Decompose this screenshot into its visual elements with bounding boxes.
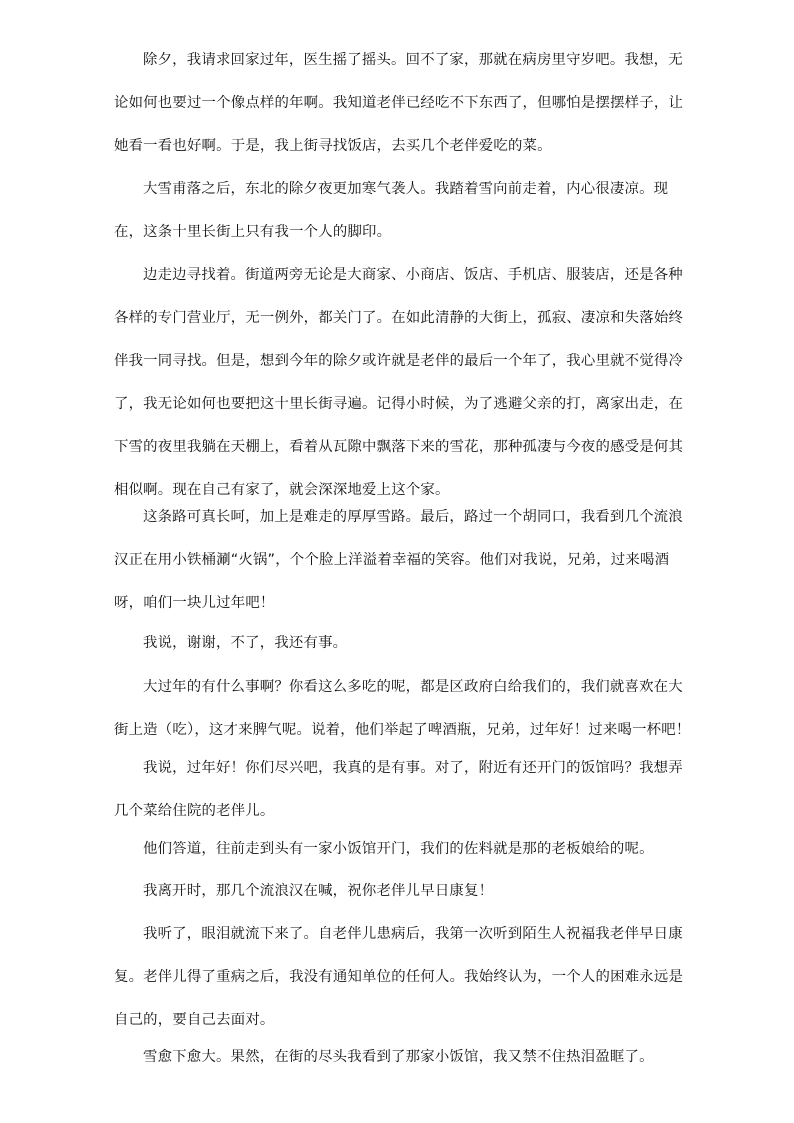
paragraph-1: 除夕，我请求回家过年，医生摇了摇头。回不了家，那就在病房里守岁吧。我想，无论如何也要过一个像点样的年啊。我知道老伴已经吃不下东西了，但哪怕是摆摆样子，让她看一看也好啊。于是，我上街寻找饭店，去买几个老伴爱吃的菜。 (114, 52, 684, 154)
paragraph-6: 大过年的有什么事啊？你看这么多吃的呢，都是区政府白给我们的，我们就喜欢在大街上造（吃），这才来脾气呢。说着，他们举起了啤酒瓶，兄弟，过年好！过来喝一杯吧！ (114, 679, 691, 738)
paragraph-3: 边走边寻找着。街道两旁无论是大商家、小商店、饭店、手机店、服装店，还是各种各样的专门营业厅，无一例外，都关门了。在如此清静的大街上，孤寂、凄凉和失落始终伴我一同寻找。但是，想到今年的除夕或许就是老伴的最后一个年了，我心里就不觉得冷了，我无论如何也要把这十里长街寻遍。记得小时候，为了逃避父亲的打，离家出走，在下雪的夜里我躺在天棚上，看着从瓦隙中飘落下来的雪花，那种孤凄与今夜的感受是何其相似啊。现在自己有家了，就会深深地爱上这个家。 (114, 267, 684, 498)
paragraph-9: 我离开时，那几个流浪汉在喊，祝你老伴儿早日康复！ (143, 883, 494, 899)
paragraph-5: 我说，谢谢，不了，我还有事。 (143, 635, 348, 651)
paragraph-7: 我说，过年好！你们尽兴吧，我真的是有事。对了，附近有还开门的饭馆吗？我想弄几个菜给住院的老伴儿。 (114, 760, 683, 819)
paragraph-2: 大雪甫落之后，东北的除夕夜更加寒气袭人。我踏着雪向前走着，内心很凄凉。现在，这条十里长街上只有我一个人的脚印。 (114, 181, 669, 240)
paragraph-11: 雪愈下愈大。果然，在街的尽头我看到了那家小饭馆，我又禁不住热泪盈眶了。 (143, 1049, 654, 1065)
paragraph-4: 这条路可真长呵，加上是难走的厚厚雪路。最后，路过一个胡同口，我看到几个流浪汉正在用小铁桶涮“火锅”，个个脸上洋溢着幸福的笑容。他们对我说，兄弟，过来喝酒呀，咱们一块儿过年吧！ (114, 509, 683, 611)
paragraph-8: 他们答道，往前走到头有一家小饭馆开门，我们的佐料就是那的老板娘给的呢。 (143, 841, 654, 857)
paragraph-10: 我听了，眼泪就流下来了。自老伴儿患病后，我第一次听到陌生人祝福我老伴早日康复。老伴儿得了重病之后，我没有通知单位的任何人。我始终认为，一个人的困难永远是自己的，要自己去面对。 (114, 926, 684, 1028)
